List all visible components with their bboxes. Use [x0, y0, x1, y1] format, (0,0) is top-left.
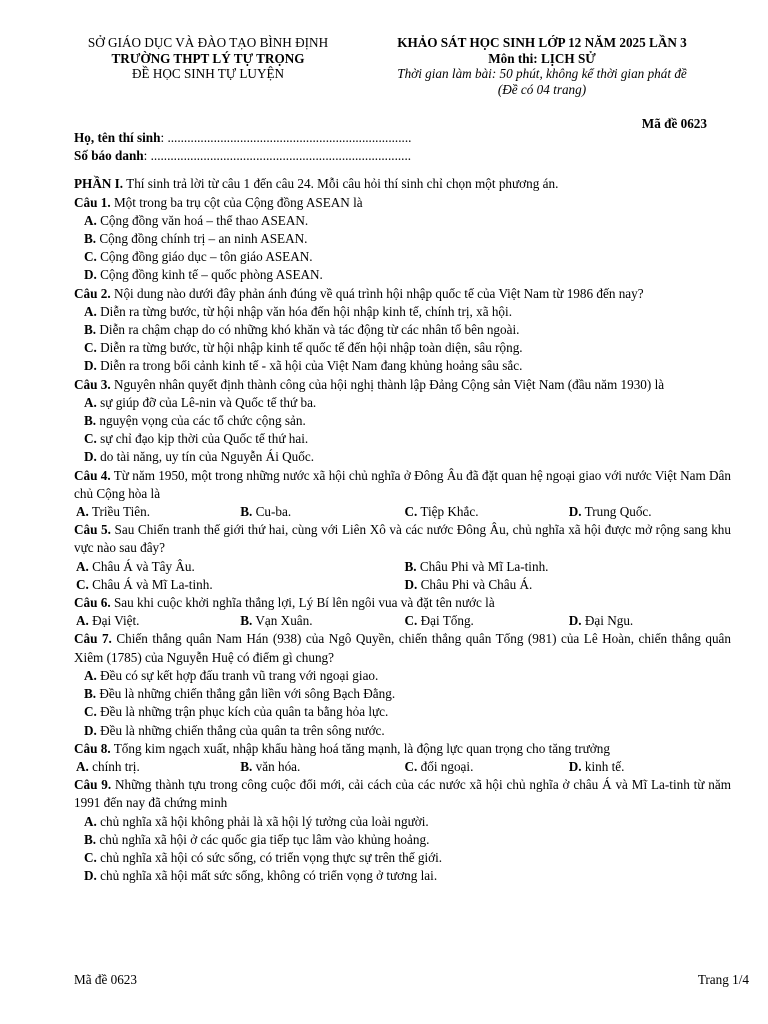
option-b[interactable]: [74, 685, 731, 703]
option-text: Đại Ngu.: [581, 613, 634, 629]
option-key: B.: [240, 758, 253, 774]
options-row: [74, 558, 731, 576]
footer-exam-code: Mã đề 0623: [74, 972, 137, 987]
option-c[interactable]: [74, 849, 731, 867]
question-2: [74, 285, 731, 303]
question-number: Câu 7.: [74, 631, 112, 647]
question-text: Sau khi cuộc khởi nghĩa thắng lợi, Lý Bí lên ngôi vua và đặt tên nước là: [110, 595, 495, 611]
option-key: B.: [84, 831, 97, 847]
option-key: C.: [84, 249, 97, 265]
option-key: D.: [84, 358, 97, 374]
question-text: Nội dung nào dưới đây phản ánh đúng về quá trình hội nhập quốc tế của Việt Nam từ 1986 đến nay?: [110, 285, 644, 301]
option-key: A.: [84, 667, 97, 683]
option-b[interactable]: [238, 758, 402, 776]
option-key: D.: [568, 613, 582, 629]
option-text: Đại Việt.: [88, 613, 140, 629]
options-row: [74, 758, 731, 776]
option-d[interactable]: [567, 758, 731, 776]
option-text: Cộng đồng giáo dục – tôn giáo ASEAN.: [96, 249, 313, 265]
question-text: Nguyên nhân quyết định thành công của hội nghị thành lập Đảng Cộng sản Việt Nam (đầu năm 1930) là: [110, 376, 665, 392]
option-key: B.: [404, 558, 417, 574]
option-text: Đều là những chiến thắng gắn liền với sông Bạch Đằng.: [96, 686, 396, 702]
option-c[interactable]: [74, 248, 731, 266]
option-c[interactable]: [403, 612, 567, 630]
student-name-blank: : ..........................................................................: [160, 130, 412, 145]
option-d[interactable]: [74, 722, 731, 740]
question-6: [74, 594, 731, 612]
option-d[interactable]: [74, 448, 731, 466]
question-text: Những thành tựu trong công cuộc đổi mới, cải cách của các nước xã hội chủ nghĩa ở châu Á và Mĩ La-tinh từ năm 1991 đến nay đã chứng minh: [74, 777, 731, 811]
question-4: [74, 467, 731, 503]
option-key: B.: [84, 231, 97, 247]
option-key: D.: [84, 722, 97, 738]
exam-code: Mã đề 0623: [641, 116, 707, 131]
student-name-label: Họ, tên thí sinh: [74, 130, 161, 145]
time-limit: Thời gian làm bài: 50 phút, không kể thời gian phát đề: [397, 66, 687, 81]
option-text: Đều có sự kết hợp đấu tranh vũ trang với ngoại giao.: [96, 667, 379, 683]
footer-page-number: Trang 1/4: [697, 972, 749, 987]
option-text: Đều là những chiến thắng của quân ta trên sông nước.: [96, 722, 385, 738]
option-d[interactable]: [567, 503, 731, 521]
option-d[interactable]: [567, 612, 731, 630]
option-key: D.: [568, 504, 582, 520]
option-key: B.: [84, 686, 97, 702]
option-text: Châu Á và Mĩ La-tinh.: [88, 576, 213, 592]
option-b[interactable]: [238, 503, 402, 521]
question-text: Từ năm 1950, một trong những nước xã hội chủ nghĩa ở Đông Âu đã đặt quan hệ ngoại giao với nước Việt Nam Dân chủ Cộng hòa là: [74, 467, 731, 501]
question-9: [74, 776, 731, 812]
question-number: Câu 8.: [74, 740, 111, 756]
school-name: TRƯỜNG THPT LÝ TỰ TRỌNG: [111, 50, 305, 66]
option-a[interactable]: [74, 612, 238, 630]
option-text: chính trị.: [88, 758, 140, 774]
option-key: D.: [84, 868, 97, 884]
option-text: đối ngoại.: [417, 758, 474, 774]
question-number: Câu 4.: [74, 467, 111, 483]
option-b[interactable]: [74, 230, 731, 248]
option-a[interactable]: [74, 394, 731, 412]
student-id-blank: : ...............................................................................: [143, 148, 412, 164]
question-number: Câu 9.: [74, 777, 112, 793]
option-key: D.: [568, 758, 582, 774]
page-count: (Đề có 04 trang): [497, 81, 587, 97]
option-key: D.: [84, 267, 97, 283]
exam-type: ĐỀ HỌC SINH TỰ LUYỆN: [131, 66, 285, 81]
option-c[interactable]: [403, 758, 567, 776]
option-text: văn hóa.: [252, 758, 301, 774]
option-key: A.: [76, 758, 89, 774]
option-text: Diễn ra từng bước, từ hội nhập văn hóa đến hội nhập kinh tế, chính trị, xã hội.: [96, 303, 512, 319]
options-row: [74, 503, 731, 521]
student-id-line: [74, 147, 731, 165]
question-number: Câu 1.: [74, 194, 111, 210]
option-key: C.: [76, 576, 89, 592]
option-text: Diễn ra từng bước, từ hội nhập kinh tế quốc tế đến hội nhập toàn diện, sâu rộng.: [96, 340, 523, 356]
part-label: PHẦN I.: [74, 176, 124, 192]
exam-title: KHẢO SÁT HỌC SINH LỚP 12 NĂM 2025 LẦN 3: [397, 35, 687, 50]
option-text: nguyện vọng của các tổ chức cộng sản.: [96, 413, 306, 429]
header-exam-info: [352, 35, 732, 97]
option-key: B.: [240, 504, 253, 520]
option-c[interactable]: [74, 576, 403, 594]
option-key: B.: [240, 613, 253, 629]
option-key: A.: [84, 303, 97, 319]
option-text: Vạn Xuân.: [252, 613, 313, 629]
option-b[interactable]: [74, 321, 731, 339]
student-id-label: Số báo danh: [74, 148, 144, 164]
question-number: Câu 2.: [74, 285, 111, 301]
option-key: A.: [76, 558, 89, 574]
option-a[interactable]: [74, 303, 731, 321]
option-a[interactable]: [74, 503, 238, 521]
option-d[interactable]: [403, 576, 732, 594]
option-b[interactable]: [74, 412, 731, 430]
option-key: C.: [404, 758, 418, 774]
option-a[interactable]: [74, 813, 731, 831]
option-text: sự giúp đỡ của Lê-nin và Quốc tế thứ ba.: [96, 394, 317, 410]
question-number: Câu 5.: [74, 522, 111, 538]
option-text: Cu-ba.: [252, 504, 292, 520]
option-text: Châu Phi và Mĩ La-tinh.: [416, 558, 549, 574]
option-a[interactable]: [74, 212, 731, 230]
option-key: A.: [84, 394, 97, 410]
option-b[interactable]: [74, 831, 731, 849]
option-text: kinh tế.: [581, 758, 625, 774]
question-text: Tổng kim ngạch xuất, nhập khẩu hàng hoá tăng mạnh, là động lực quan trọng cho tăng trưởng: [110, 740, 610, 756]
option-text: Diễn ra trong bối cảnh kinh tế - xã hội của Việt Nam đang khủng hoảng sâu sắc.: [96, 358, 523, 374]
option-c[interactable]: [403, 503, 567, 521]
option-text: Triều Tiên.: [88, 504, 151, 520]
question-number: Câu 3.: [74, 376, 111, 392]
option-text: chủ nghĩa xã hội có sức sống, có triển vọng thực sự trên thế giới.: [96, 849, 443, 865]
question-number: Câu 6.: [74, 595, 111, 611]
option-a[interactable]: [74, 558, 403, 576]
option-text: Đều là những trận phục kích của quân ta bằng hỏa lực.: [96, 704, 389, 720]
option-text: Trung Quốc.: [581, 504, 652, 520]
option-c[interactable]: [74, 430, 731, 448]
part-instruction: [74, 175, 731, 193]
option-b[interactable]: [403, 558, 732, 576]
option-a[interactable]: [74, 667, 731, 685]
option-text: Diễn ra chậm chạp do có những khó khăn và tác động từ các nhân tố bên ngoài.: [96, 322, 520, 338]
options-row: [74, 576, 731, 594]
question-text: Một trong ba trụ cột của Cộng đồng ASEAN là: [110, 194, 363, 210]
option-text: Đại Tống.: [417, 613, 474, 629]
question-7: [74, 630, 731, 666]
option-text: Cộng đồng chính trị – an ninh ASEAN.: [96, 231, 308, 247]
question-8: [74, 740, 731, 758]
option-key: C.: [84, 704, 97, 720]
subject: Môn thi: LỊCH SỬ: [488, 50, 596, 66]
option-key: C.: [404, 613, 418, 629]
student-name-line: [74, 129, 731, 147]
option-d[interactable]: [74, 357, 731, 375]
header-school-info: [68, 35, 348, 82]
option-c[interactable]: [74, 339, 731, 357]
option-key: C.: [84, 431, 97, 447]
option-text: chủ nghĩa xã hội mất sức sống, không có triển vọng ở tương lai.: [96, 868, 438, 884]
option-key: A.: [84, 212, 97, 228]
option-c[interactable]: [74, 703, 731, 721]
option-text: do tài năng, uy tín của Nguyễn Ái Quốc.: [96, 449, 315, 465]
question-1: [74, 194, 731, 212]
option-b[interactable]: [238, 612, 402, 630]
option-text: Cộng đồng văn hoá – thể thao ASEAN.: [96, 212, 309, 228]
option-d[interactable]: [74, 266, 731, 284]
option-key: B.: [84, 322, 97, 338]
option-key: A.: [84, 813, 97, 829]
question-3: [74, 376, 731, 394]
options-row: [74, 612, 731, 630]
part-text: Thí sinh trả lời từ câu 1 đến câu 24. Mỗi câu hỏi thí sinh chỉ chọn một phương án.: [123, 176, 559, 192]
option-text: Cộng đồng kinh tế – quốc phòng ASEAN.: [96, 267, 323, 283]
option-text: Châu Phi và Châu Á.: [417, 576, 533, 592]
option-key: A.: [76, 613, 89, 629]
option-key: D.: [404, 576, 418, 592]
option-text: Tiệp Khắc.: [417, 504, 479, 520]
question-text: Sau Chiến tranh thế giới thứ hai, cùng với Liên Xô và các nước Đông Âu, chủ nghĩa xã hội được mở rộng sang khu vực nào sau đây?: [74, 522, 731, 556]
option-key: C.: [84, 849, 97, 865]
department-name: SỞ GIÁO DỤC VÀ ĐÀO TẠO BÌNH ĐỊNH: [87, 35, 329, 50]
option-a[interactable]: [74, 758, 238, 776]
option-text: sự chỉ đạo kịp thời của Quốc tế thứ hai.: [96, 431, 309, 447]
question-5: [74, 521, 731, 557]
option-key: A.: [76, 504, 89, 520]
question-text: Chiến thắng quân Nam Hán (938) của Ngô Quyền, chiến thắng quân Tống (981) của Lê Hoàn, chiến thắng quân Xiêm (1785) của Nguyễn Huệ có điểm gì chung?: [74, 631, 731, 665]
option-text: chủ nghĩa xã hội không phải là xã hội lý tưởng của loài người.: [96, 813, 429, 829]
option-key: B.: [84, 413, 97, 429]
option-key: C.: [404, 504, 418, 520]
option-text: Châu Á và Tây Âu.: [88, 558, 195, 574]
option-key: D.: [84, 449, 97, 465]
option-d[interactable]: [74, 867, 731, 885]
option-key: C.: [84, 340, 97, 356]
option-text: chủ nghĩa xã hội ở các quốc gia tiếp tục lâm vào khủng hoảng.: [96, 831, 430, 847]
exam-content: [74, 129, 731, 885]
